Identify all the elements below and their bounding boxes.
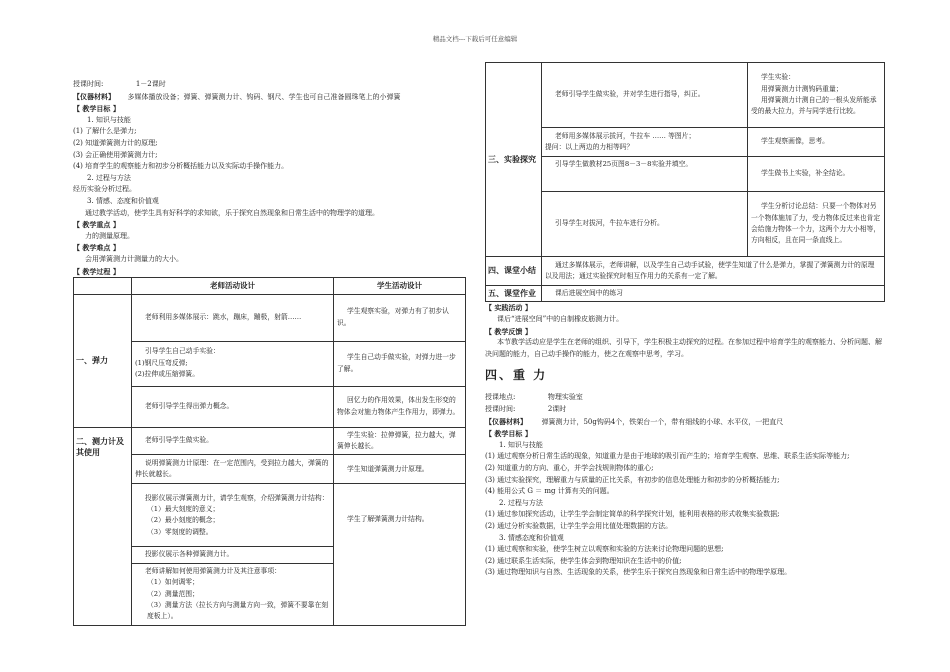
teacher-cell: 老师引导学生做实验，并对学生进行指导，纠正。 — [542, 63, 748, 128]
duration-label: 授课时间: — [73, 80, 104, 88]
section-homework: 五、课堂作业 — [486, 286, 542, 302]
cell-line: （2）测量范围； — [147, 589, 199, 598]
cell-line: 用弹簧测力计测钩码重量； — [761, 84, 843, 93]
student-cell: 学生观察实验，对弹力有了初步认识。 — [334, 294, 466, 341]
key-text: 力的测量原理。 — [85, 231, 134, 240]
watermark: 精品文档---下载后可任意编辑 — [432, 35, 518, 43]
time-line — [485, 404, 885, 416]
teacher-column-header: 老师活动设计 — [132, 278, 334, 294]
teacher-cell: 老师利用多媒体展示：跳水，蹦床，蹦极，射箭…… — [132, 294, 334, 341]
equipment-text: 多媒体播放设备；弹簧、弹簧测力计、钩码、钢尺、学生也可自己准备圆珠笔上的小弹簧 — [127, 92, 401, 101]
lesson-title: 四、重 力 — [485, 368, 548, 383]
goal-line: (3) 会正确使用弹簧测力计; — [73, 150, 158, 159]
goals-label-right: 【 教学目标 】 — [485, 429, 532, 439]
equipment-label: 【仪器材料】 — [73, 91, 115, 101]
goal-line: 3. 情感态度和价值观 — [499, 533, 564, 542]
feedback-label: 【 教学反馈 】 — [485, 326, 532, 336]
goal-line: (2) 知道重力的方向、重心，并学会找规则物体的重心; — [485, 463, 654, 472]
process-label: 【 教学过程 】 — [73, 266, 120, 276]
process-table-right — [485, 62, 885, 302]
cell-line: (1)钢尺压弯反弹; — [135, 358, 188, 367]
key-label: 【 教学重点 】 — [73, 220, 120, 230]
homework-cell: 课后进展空间中的练习 — [542, 286, 885, 302]
summary-cell: 通过多媒体展示，老师讲解，以及学生自己动手试验，使学生知道了什么是弹力，掌握了弹簧测力计的原理以及用法；通过实验探究时相互作用力的关系有一定了解。 — [542, 257, 885, 286]
cell-line: 老师讲解如何使用弹簧测力计及其注意事项： — [145, 566, 281, 575]
goal-line: (4) 能用公式 G ＝ mg 计算有关的问题。 — [485, 487, 614, 496]
difficult-label: 【 教学难点 】 — [73, 243, 120, 253]
equip-line — [485, 416, 885, 429]
student-cell: 学生分析讨论总结：只要一个物体对另一个物体施加了力，受力物体反过来也肯定会给施力物体一个力，这两个力大小相等，方向相反，且在同一条直线上。 — [748, 192, 885, 257]
cell-line: 用弹簧测力计测自己的一根头发所能承受的最大拉力，并与同学进行比较。 — [751, 96, 877, 116]
place-line — [485, 392, 885, 404]
teacher-cell — [132, 484, 334, 547]
student-cell: 学生观察画像，思考。 — [748, 128, 885, 157]
cell-line: （1）最大刻度的意义； — [147, 504, 220, 513]
right-column — [485, 62, 885, 579]
cell-line: (2)拉伸或压缩弹簧。 — [135, 370, 200, 379]
equipment-line — [73, 91, 466, 104]
goal-line: (3) 通过实验探究，理解重力与质量的正比关系，有初步的信息处理能力和初步的分析概括能力; — [485, 475, 780, 484]
cell-line: 投影仪展示弹簧测力计，请学生观察，介绍弹簧测力计结构： — [145, 493, 329, 502]
cell-line: 老师用多媒体展示拔河，牛拉车 …… 等图片； — [555, 131, 696, 140]
section-experiment: 三、实验探究 — [486, 63, 542, 257]
left-column — [73, 79, 466, 626]
teacher-cell — [542, 128, 748, 157]
goal-line: 经历实验分析过程。 — [73, 185, 136, 194]
practice-label: 【 实践活动 】 — [485, 303, 532, 313]
goal-line: (3) 通过物理知识与自然、生活现象的关系，使学生乐于探究自然现象和日常生活中的物理学原理。 — [485, 568, 792, 577]
teacher-cell: 引导学生对拔河，牛拉车进行分析。 — [542, 192, 748, 257]
cell-line: （3）测量方法（拉长方向与测量方向一致，弹簧不要靠在刻度板上）。 — [147, 600, 329, 621]
goal-line: 1. 知识与技能 — [499, 440, 543, 449]
goal-line: 2. 过程与方法 — [87, 173, 131, 182]
goal-line: (2) 通过联系生活实际，使学生体会到物理知识在生活中的价值; — [485, 556, 682, 565]
student-cell: 学生实验：拉伸弹簧，拉力越大，弹簧伸长越长。 — [334, 427, 466, 455]
goal-line: 1. 知识与技能 — [87, 115, 131, 124]
teacher-cell — [132, 341, 334, 386]
student-cell: 学生做书上实验，补全结论。 — [748, 157, 885, 192]
cell-line: 学生实验： — [761, 73, 795, 82]
student-cell: 学生了解弹簧测力计结构。 — [334, 484, 466, 625]
practice-text: 课后“进展空间”中的自制橡皮筋测力计。 — [497, 315, 624, 323]
time-label: 授课时间: — [485, 404, 516, 413]
process-table-left — [73, 277, 466, 626]
empty-header-cell — [74, 278, 132, 294]
cell-line: 引导学生自己动手实验： — [145, 347, 220, 356]
cell-line: （2）最小刻度的概念； — [147, 516, 220, 525]
teacher-cell: 投影仪展示各种弹簧测力计。 — [132, 547, 334, 563]
feedback-text: 本节教学活动应是学生在老师的组织、引导下，学生积极主动探究的过程。在参加过程中培育学生的观察能力、分析问题、解决问题的能力，自己动手操作的能力，使之在观察中思考，学习。 — [485, 338, 882, 358]
student-cell: 学生自己动手做实验，对弹力进一步了解。 — [334, 341, 466, 386]
teacher-cell: 老师引导学生得出弹力概念。 — [132, 386, 334, 427]
student-column-header: 学生活动设计 — [334, 278, 466, 294]
equip-label: 【仪器材料】 — [485, 416, 527, 426]
goal-line: (2) 知道弹簧测力计的原理; — [73, 138, 158, 147]
teacher-cell: 老师引导学生做实验。 — [132, 427, 334, 455]
duration-line — [73, 79, 466, 91]
section-elasticity: 一、弹力 — [74, 294, 132, 427]
difficult-text: 会用弹簧测力计测量力的大小。 — [85, 254, 183, 263]
goal-line: (2) 通过分析实验数据，让学生学会用比值处理数据的方法。 — [485, 521, 673, 530]
goal-line: (4) 培育学生的观察能力和初步分析概括能力以及实际动手操作能力。 — [73, 162, 289, 171]
goal-line: (1) 了解什么是弹力; — [73, 127, 137, 136]
teacher-cell: 引导学生做教材25页图8－3－8实验并填空。 — [542, 157, 748, 192]
student-cell — [748, 63, 885, 128]
cell-line: （3）零刻度的调整。 — [147, 527, 213, 536]
teacher-cell: 说明弹簧测力计原理：在一定范围内，受到拉力越大，弹簧的伸长就越长。 — [132, 455, 334, 484]
goals-label: 【 教学目标 】 — [73, 104, 120, 114]
student-cell: 回忆力的作用效果，体出发生形变的物体会对施力物体产生作用力，即弹力。 — [334, 386, 466, 427]
place-value: 物理实验室 — [547, 393, 583, 402]
cell-line: 提问：以上两边的力相等吗？ — [545, 143, 634, 151]
student-cell: 学生知道弹簧测力计原理。 — [334, 455, 466, 484]
place-label: 授课地点: — [485, 393, 516, 402]
teacher-cell — [132, 563, 334, 625]
goal-line: (1) 通过参加探究活动，让学生学会制定简单的科学探究计划，能利用表格的形式收集实验数据; — [485, 510, 780, 519]
goal-line: 2. 过程与方法 — [499, 498, 543, 507]
cell-line: （1）如何调零； — [147, 578, 199, 587]
goals-paragraph: 通过教学活动，使学生具有好科学的求知欲，乐于探究自然现象和日常生活中的物理学的道理。 — [85, 208, 379, 217]
equip-text: 弹簧测力计，50g钩码4个，铁架台一个，带有细线的小球、水平仪，一把直尺 — [541, 417, 784, 426]
goal-line: (1) 通过观察分析日常生活的现象，知道重力是由于地球的吸引而产生的；培育学生观察、思维、联系生活实际等能力; — [485, 452, 850, 461]
goal-line: (1) 通过观察和实验，使学生树立以观察和实验的方法来讨论物理问题的思想; — [485, 545, 724, 554]
section-summary: 四、课堂小结 — [486, 257, 542, 286]
goal-line: 3. 情感、态度和价值观 — [87, 196, 159, 205]
time-value: 2课时 — [547, 404, 567, 413]
duration-value: 1－2课时 — [135, 80, 166, 88]
section-dynamometer: 二、测力计及其使用 — [74, 427, 132, 625]
